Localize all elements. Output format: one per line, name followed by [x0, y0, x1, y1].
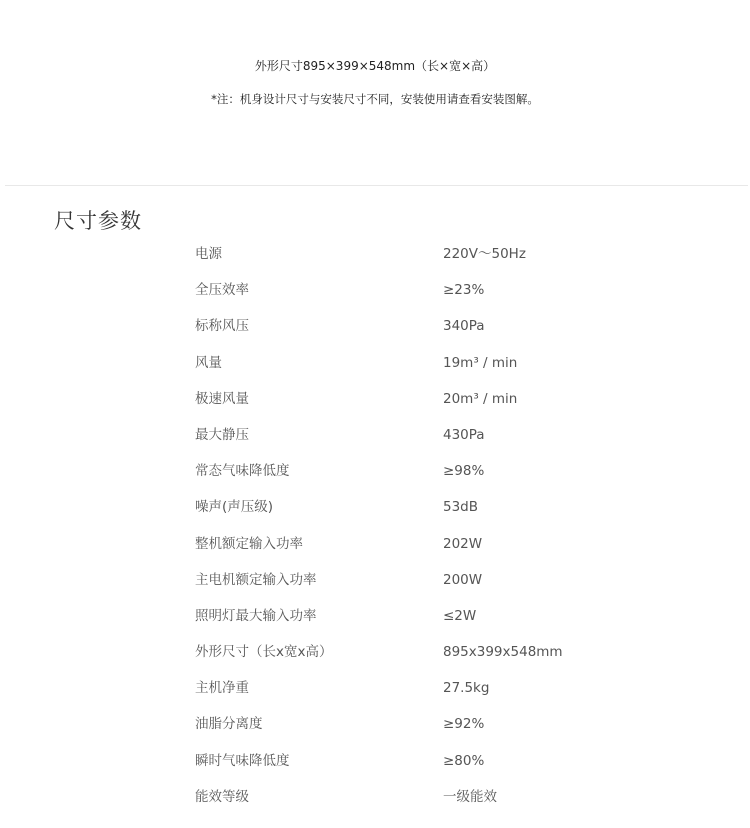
- spec-row: [195, 308, 695, 344]
- spec-value: 202W: [443, 535, 483, 552]
- spec-row: [195, 526, 695, 562]
- spec-value: 20m³ / min: [443, 390, 518, 407]
- spec-row: [195, 670, 695, 706]
- spec-label: 风量: [195, 354, 222, 371]
- spec-label: 瞬时气味降低度: [195, 752, 290, 769]
- spec-value: 27.5kg: [443, 680, 490, 697]
- section-divider: [5, 185, 748, 186]
- spec-value: 19m³ / min: [443, 354, 518, 371]
- spec-value: 200W: [443, 571, 483, 588]
- spec-row: [195, 779, 695, 815]
- spec-label: 极速风量: [195, 390, 249, 407]
- spec-value: 53dB: [443, 499, 479, 516]
- spec-label: 主机净重: [195, 680, 249, 697]
- installation-note: *注：机身设计尺寸与安装尺寸不同，安装使用请查看安装图解。: [211, 92, 539, 106]
- spec-label: 能效等级: [195, 788, 249, 805]
- spec-label: 最大静压: [195, 426, 249, 443]
- spec-row: [195, 706, 695, 742]
- spec-row: [195, 453, 695, 489]
- spec-table: [195, 236, 695, 815]
- spec-label: 噪声(声压级): [195, 499, 274, 516]
- spec-label: 电源: [195, 246, 222, 262]
- spec-label: 外形尺寸（长x宽x高）: [195, 644, 333, 661]
- spec-row: [195, 489, 695, 525]
- spec-value: 430Pa: [443, 426, 485, 443]
- spec-label: 油脂分离度: [195, 716, 263, 733]
- spec-value: 一级能效: [443, 788, 497, 805]
- spec-row: [195, 381, 695, 417]
- spec-row: [195, 743, 695, 779]
- spec-row: [195, 236, 695, 272]
- spec-label: 整机额定输入功率: [195, 535, 303, 552]
- spec-row: [195, 562, 695, 598]
- spec-row: [195, 345, 695, 381]
- dimensions-caption: 外形尺寸895×399×548mm（长×宽×高）: [254, 59, 496, 73]
- spec-label: 主电机额定输入功率: [195, 571, 317, 588]
- spec-value: ≥98%: [443, 463, 485, 480]
- spec-label: 全压效率: [195, 282, 249, 299]
- spec-row: [195, 598, 695, 634]
- spec-value: ≥23%: [443, 282, 485, 299]
- spec-row: [195, 634, 695, 670]
- spec-value: 220V～50Hz: [443, 246, 526, 262]
- spec-value: 340Pa: [443, 318, 485, 335]
- spec-value: 895x399x548mm: [443, 644, 563, 661]
- section-title: 尺寸参数: [54, 209, 142, 233]
- spec-label: 照明灯最大输入功率: [195, 607, 317, 624]
- spec-value: ≥80%: [443, 752, 485, 769]
- spec-value: ≥92%: [443, 716, 485, 733]
- spec-label: 常态气味降低度: [195, 463, 290, 480]
- spec-label: 标称风压: [195, 318, 249, 335]
- spec-row: [195, 417, 695, 453]
- spec-value: ≤2W: [443, 607, 477, 624]
- spec-row: [195, 272, 695, 308]
